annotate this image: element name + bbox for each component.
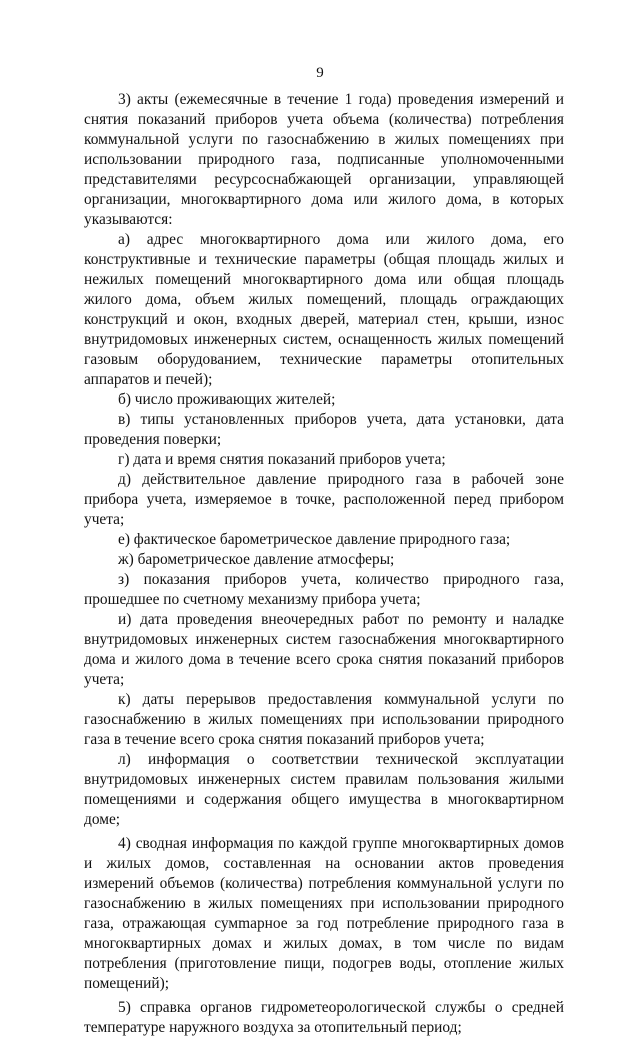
page-number: 9 (316, 65, 324, 81)
paragraph-item-k: к) даты перерывов предоставления коммунальной услуги по газоснабжению в жилых помещениях при использовании природного газа в течение всего срока снятия показаний приборов учета; (84, 691, 564, 748)
paragraph-4-summary: 4) сводная информация по каждой группе многоквартирных домов и жилых домов, составленная на основании актов проведения измерений объемов (количества) потребления коммунальной услуги по газоснабжению в жилых помещениях при использовании природного газа, отражающая сумmарное за год потребление природного газа в многоквартирных домах и жилых домах, в том числе по видам потребления (приготовление пищи, подогрев воды, отопление жилых помещений); (84, 835, 564, 992)
paragraph-item-b: б) число проживающих жителей; (118, 391, 336, 408)
paragraph-item-d: д) действительное давление природного газа в рабочей зоне прибора учета, измеряемое в точке, расположенной перед прибором учета; (84, 471, 564, 528)
paragraph-5-reference: 5) справка органов гидрометеорологической службы о средней температуре наружного воздуха за отопительный период; (84, 999, 564, 1036)
paragraph-item-e: е) фактическое барометрическое давление природного газа; (118, 531, 511, 548)
document-body (84, 90, 564, 1038)
paragraph-item-l: л) информация о соответствии технической эксплуатации внутридомовых инженерных систем правилам пользования жилыми помещениями и содержания общего имущества в многоквартирном доме; (84, 751, 564, 828)
paragraph-item-zh: ж) барометрическое давление атмосферы; (118, 551, 395, 568)
paragraph-item-a: а) адрес многоквартирного дома или жилого дома, его конструктивные и технические параметры (общая площадь жилых и нежилых помещений многоквартирного дома или общая площадь жилого дома, объем жилых помещений, площадь ограждающих конструкций и окон, входных дверей, материал стен, крыши, износ внутридомовых инженерных систем, оснащенность жилых помещений газовым оборудованием, технические параметры отопительных аппаратов и печей); (84, 231, 564, 388)
paragraph-item-i: и) дата проведения внеочередных работ по ремонту и наладке внутридомовых инженерных систем газоснабжения многоквартирного дома и жилого дома в течение всего срока снятия показаний приборов учета; (84, 611, 564, 688)
paragraph-item-v: в) типы установленных приборов учета, дата установки, дата проведения поверки; (84, 411, 564, 448)
paragraph-item-z: з) показания приборов учета, количество природного газа, прошедшее по счетному механизму прибора учета; (84, 571, 564, 608)
paragraph-item-g: г) дата и время снятия показаний приборов учета; (118, 451, 446, 468)
paragraph-3-acts: 3) акты (ежемесячные в течение 1 года) проведения измерений и снятия показаний приборов учета объема (количества) потребления коммунальной услуги по газоснабжению в жилых помещениях при использовании природного газа, подписанные уполномоченными представителями ресурсоснабжающей организации, управляющей организации, многоквартирного дома или жилого дома, в которых указываются: (84, 91, 564, 228)
